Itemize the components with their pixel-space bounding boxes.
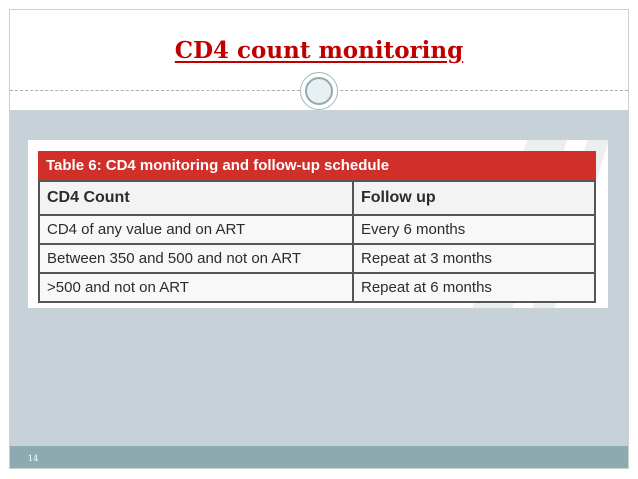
circle-ornament-inner <box>305 77 333 105</box>
page-number: 14 <box>28 454 39 463</box>
table-row <box>39 273 595 302</box>
table-header-row <box>39 181 595 215</box>
table-cell: Every 6 months <box>353 215 595 244</box>
slide-title: CD4 count monitoring <box>174 37 464 64</box>
divider-left <box>10 90 300 91</box>
table-cell: Between 350 and 500 and not on ART <box>39 244 353 273</box>
circle-ornament-icon <box>300 72 338 110</box>
column-header: Follow up <box>353 181 595 215</box>
table-cell: Repeat at 6 months <box>353 273 595 302</box>
footer-bar <box>10 446 628 468</box>
table-cell: >500 and not on ART <box>39 273 353 302</box>
table-cell: Repeat at 3 months <box>353 244 595 273</box>
column-header: CD4 Count <box>39 181 353 215</box>
table-caption: Table 6: CD4 monitoring and follow-up schedule <box>38 151 596 180</box>
table-image <box>28 140 608 308</box>
divider-right <box>340 90 628 91</box>
table-row <box>39 215 595 244</box>
schedule-table <box>38 180 596 303</box>
table-row <box>39 244 595 273</box>
table-cell: CD4 of any value and on ART <box>39 215 353 244</box>
